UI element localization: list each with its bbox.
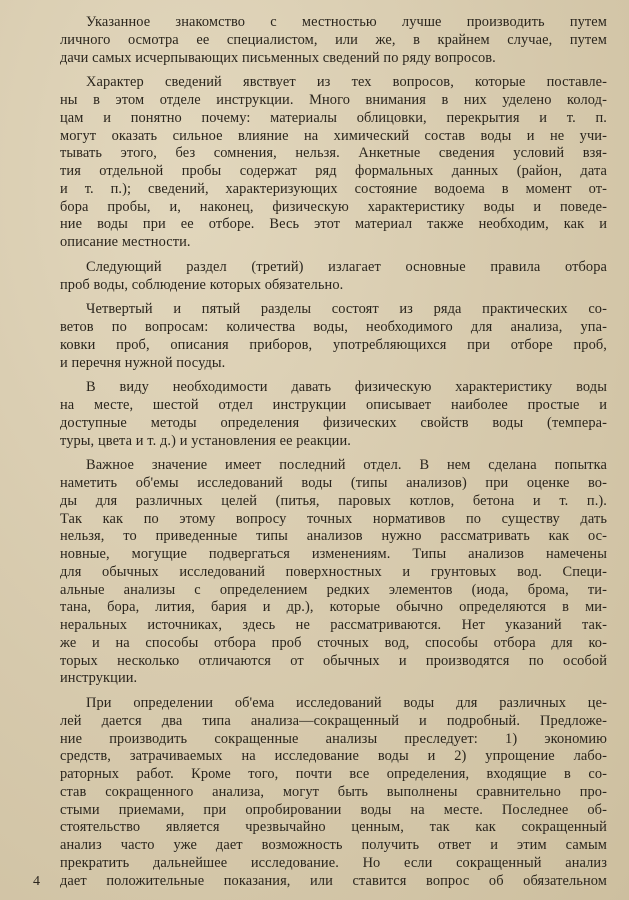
text-line: могут оказать сильное влияние на химический состав воды и не учи- [60, 127, 607, 144]
text-line: ветов по вопросам: количества воды, необходимого для анализа, упа- [60, 319, 607, 335]
paragraph [60, 74, 607, 252]
text-line: В виду необходимости давать физическую характеристику воды [86, 379, 607, 396]
text-line: ны в этом отделе инструкции. Много внимания в них уделено колод- [60, 92, 607, 108]
page-number: 4 [33, 874, 40, 889]
text-line: ковки проб, описания приборов, употребляющихся при отборе проб, [60, 336, 607, 353]
text-line: лей дается два типа анализа—сокращенный и подробный. Предложе- [60, 712, 607, 729]
text-line: Четвертый и пятый разделы состоят из ряда практических со- [86, 301, 607, 318]
text-line: проб воды, соблюдение которых обязательно. [60, 276, 344, 293]
text-line: дает положительные показания, или ставится вопрос об обязательном [60, 872, 607, 889]
text-line: описание местности. [60, 234, 191, 250]
text-line: и т. п.); сведений, характеризующих состояние водоема в момент от- [60, 180, 607, 197]
text-line: бора пробы, и, наконец, физическую характеристику воды и поведе- [60, 198, 607, 215]
text-line: ние производить сокращенные анализы преследует: 1) экономию [60, 730, 607, 747]
text-line: Характер сведений явствует из тех вопросов, которые поставле- [86, 74, 607, 91]
text-line: нельзя, то приведенные типы анализов нужно рассматривать как ос- [60, 528, 607, 545]
text-line: Так как по этому вопросу точных нормативов по существу дать [60, 510, 607, 527]
text-line: средств, затрачиваемых на исследование воды и 2) упрощение лабо- [60, 748, 607, 765]
text-line: тана, бора, лития, бария и др.), которые обычно определяются в ми- [60, 599, 607, 616]
text-line: ние воды при ее отборе. Весь этот материал также необходим, как и [60, 216, 607, 233]
text-line: доступные методы определения физических свойств воды (темпера- [60, 414, 607, 431]
text-line: альные анализы с определением редких элементов (иода, брома, ти- [60, 581, 607, 598]
text-line: Следующий раздел (третий) излагает основные правила отбора [86, 258, 607, 275]
text-line: Важное значение имеет последний отдел. В нем сделана попытка [86, 457, 607, 474]
text-line: личного осмотра ее специалистом, или же, в крайнем случае, путем [60, 31, 607, 48]
text-line: став сокращенного анализа, могут быть выполнены сравнительно про- [60, 783, 607, 800]
text-line: анализ часто уже дает возможность получить ответ и этим самым [60, 837, 607, 853]
paragraph [60, 379, 607, 450]
text-line: новные, могущие подвергаться изменениям. Типы анализов намечены [60, 546, 607, 562]
paragraph [60, 259, 607, 295]
text-line: дачи самых исчерпывающих письменных сведений по ряду вопросов. [60, 49, 496, 66]
text-line: для обычных исследований поверхностных и грунтовых вод. Специ- [60, 563, 607, 580]
text-line: наметить об'емы исследований воды (типы анализов) при оценке во- [60, 475, 607, 491]
paragraph [60, 457, 607, 688]
paragraph [60, 301, 607, 372]
text-line: цам и понятно почему: материалы облицовки, перекрытия и т. п. [60, 109, 607, 126]
text-line: торых несколько отличаются от обычных и производятся по особой [60, 652, 607, 669]
text-line: неральных источниках, здесь не рассматриваются. Нет указаний так- [60, 617, 607, 633]
text-line: на месте, шестой отдел инструкции описывает наиболее простые и [60, 397, 607, 413]
paragraph [60, 14, 607, 67]
text-line: раторных работ. Кроме того, почти все определения, входящие в со- [60, 766, 607, 782]
text-line: При определении об'ема исследований воды для различных це- [86, 695, 607, 711]
text-line: туры, цвета и т. д.) и установления ее реакции. [60, 432, 351, 449]
text-line: стоятельство является чрезвычайно ценным, так как сокращенный [60, 819, 607, 836]
text-line: же и на способы отбора проб сточных вод, способы отбора для ко- [60, 634, 607, 651]
paragraph [60, 695, 607, 890]
text-line: стыми приемами, при опробировании воды на месте. Последнее об- [60, 801, 607, 818]
text-line: и перечня нужной посуды. [60, 354, 226, 371]
text-line: прекратить дальнейшее исследование. Но если сокращенный анализ [60, 854, 607, 871]
text-line: ды для различных целей (питья, паровых котлов, бетона и т. п.). [60, 492, 607, 509]
text-line: тия отдельной пробы содержат ряд формальных данных (район, дата [60, 163, 607, 179]
body-text [60, 14, 607, 890]
text-line: Указанное знакомство с местностью лучше производить путем [86, 14, 607, 30]
text-line: инструкции. [60, 670, 138, 687]
text-line: тывать этого, без сомнения, нельзя. Анкетные сведения условий взя- [60, 145, 607, 162]
